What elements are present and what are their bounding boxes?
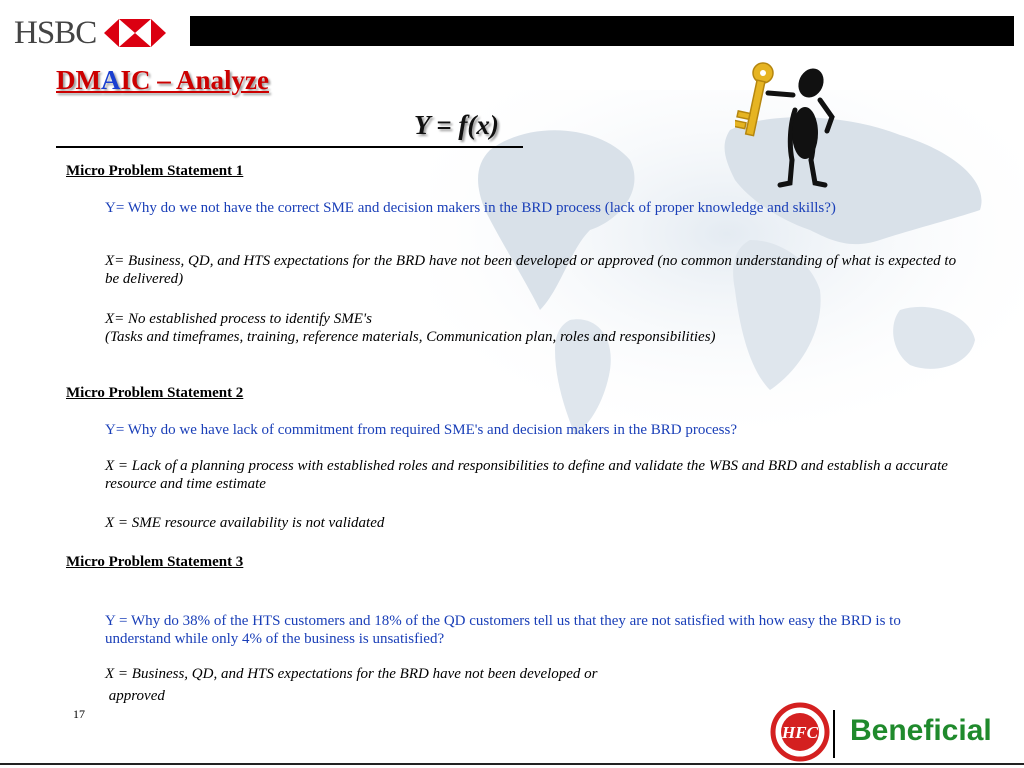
section-1-x-statement-1: X= Business, QD, and HTS expectations for the BRD have not been developed or approved (no common understanding of what is expected to be delivered) [105,253,957,287]
title-text-dm: DM [56,65,101,95]
section-1-x-statement-2-line1: X= No established process to identify SME's [105,311,372,327]
page-title [56,65,269,96]
page-number: 17 [73,707,85,721]
hfc-logo-text: HFC [782,723,818,742]
brand-divider [833,710,835,758]
hsbc-logo [14,16,166,50]
hfc-logo-icon [770,702,830,762]
section-1-x-statement-2-line2: (Tasks and timeframes, training, reference materials, Communication plan, roles and responsibilities) [105,329,716,345]
header-black-bar [190,16,1014,46]
section-2-heading: Micro Problem Statement 2 [66,385,244,401]
hsbc-hexagon-icon [104,17,166,49]
section-3-heading: Micro Problem Statement 3 [66,554,244,570]
hsbc-logo-text: HSBC [14,15,97,51]
beneficial-brand-text: Beneficial [850,714,992,747]
section-3-x-statement-line2: approved [105,688,165,704]
section-3-x-statement-line1: X = Business, QD, and HTS expectations for the BRD have not been developed or [105,666,598,682]
footer-bottom-line [0,763,1024,765]
formula-subtitle: Y = f(x) [414,110,499,140]
section-2-x-statement-1: X = Lack of a planning process with established roles and responsibilities to define and validate the WBS and BRD and establish a accurate resource and time estimate [105,458,948,492]
title-underline-rule [56,146,523,148]
section-1-y-statement: Y= Why do we not have the correct SME and decision makers in the BRD process (lack of proper knowledge and skills?) [105,200,836,216]
section-2-x-statement-2: X = SME resource availability is not validated [105,515,385,531]
section-1-x-statement-2 [105,310,965,346]
title-text-analyze: IC – Analyze [120,65,269,95]
section-3-x-statement [105,665,965,705]
key-person-illustration [735,55,845,195]
section-1-heading: Micro Problem Statement 1 [66,163,244,179]
section-3-y-statement: Y = Why do 38% of the HTS customers and 18% of the QD customers tell us that they are not satisfied with how easy the BRD is to understand while only 4% of the business is unsatisfied? [105,613,901,647]
section-2-y-statement: Y= Why do we have lack of commitment from required SME's and decision makers in the BRD process? [105,422,737,438]
title-text-a: A [100,65,121,95]
